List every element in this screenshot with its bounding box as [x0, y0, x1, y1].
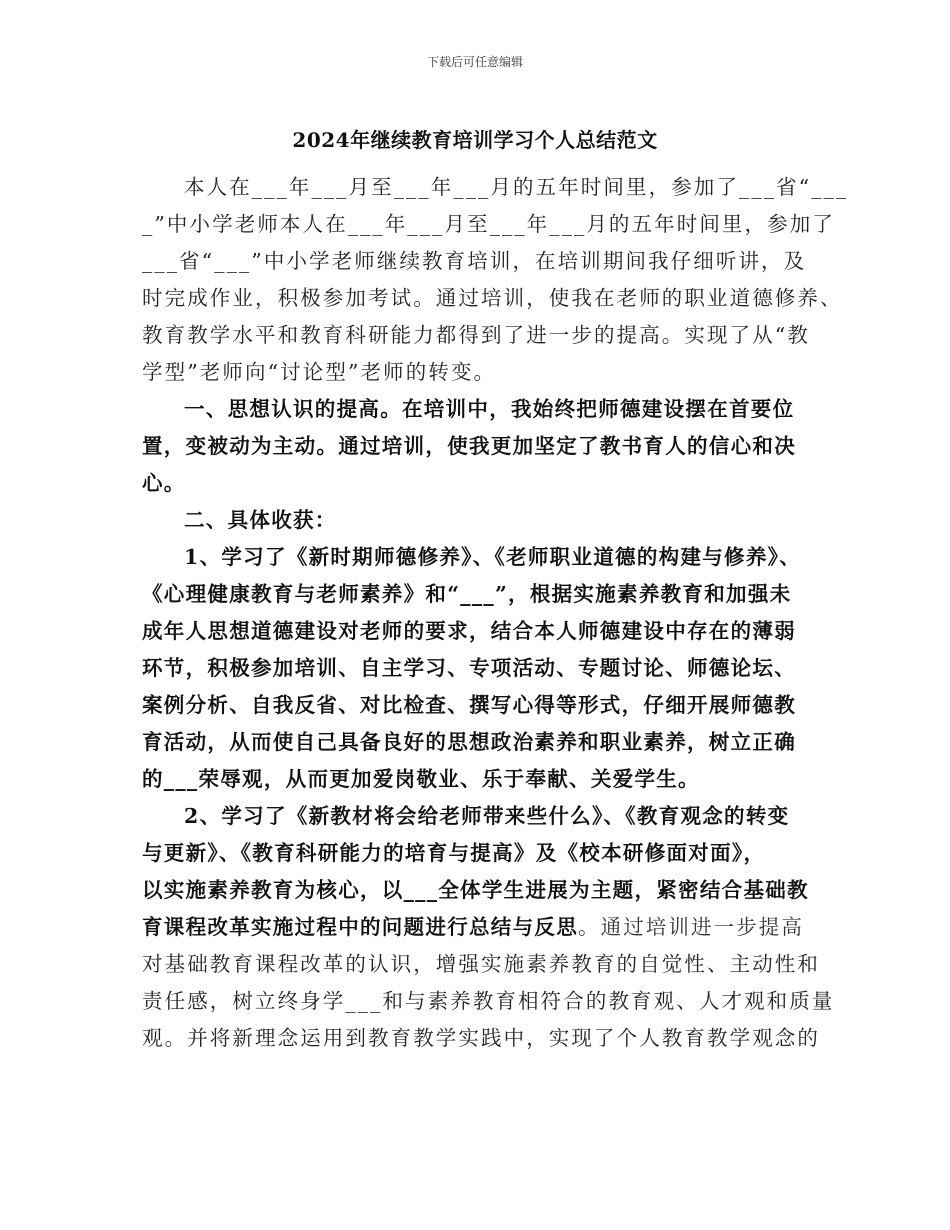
bold-paragraph-line: 《心理健康教育与老师素养》和“___”，根据实施素养教育和加强未	[142, 582, 792, 606]
bold-paragraph-line: 的___荣辱观，从而更加爱岗敬业、乐于奉献、关爱学生。	[142, 767, 700, 791]
paragraph-line: _”中小学老师本人在___年___月至___年___月的五年时间里，参加了	[142, 212, 835, 236]
bold-paragraph-line: 2、学习了《新教材将会给老师带来些什么》、《教育观念的转变	[184, 804, 790, 828]
paragraph-line: 对基础教育课程改革的认识，增强实施素养教育的自觉性、主动性和	[142, 952, 820, 976]
bold-paragraph-line: 环节，积极参加培训、自主学习、专项活动、专题讨论、师德论坛、	[142, 656, 796, 680]
document-title: 2024年继续教育培训学习个人总结范文	[292, 128, 658, 152]
normal-segment: 。通过培训进一步提高	[578, 915, 804, 939]
paragraph-line: 责任感，树立终身学___和与素养教育相符合的教育观、人才观和质量	[142, 989, 835, 1013]
bold-paragraph-line: 育活动，从而使自己具备良好的思想政治素养和职业素养，树立正确	[142, 730, 796, 754]
section-heading-line: 心。	[142, 471, 186, 495]
bold-paragraph-line: 1、学习了《新时期师德修养》、《老师职业道德的构建与修养》、	[184, 545, 802, 569]
section-heading-line: 二、具体收获：	[184, 508, 337, 532]
bold-segment: 育课程改革实施过程中的问题进行总结与反思	[142, 915, 578, 939]
bold-paragraph-line: 案例分析、自我反省、对比检查、撰写心得等形式，仔细开展师德教	[142, 693, 796, 717]
document-body	[142, 171, 849, 1059]
paragraph-line: ___省“___”中小学老师继续教育培训，在培训期间我仔细听讲，及	[142, 249, 807, 273]
bold-paragraph-line: 成年人思想道德建设对老师的要求，结合本人师德建设中存在的薄弱	[142, 619, 796, 643]
section-heading-line: 置，变被动为主动。通过培训，使我更加坚定了教书育人的信心和决	[142, 434, 796, 458]
paragraph-line: 观。并将新理念运用到教育教学实践中，实现了个人教育教学观念的	[142, 1026, 820, 1050]
paragraph-line: 教育教学水平和教育科研能力都得到了进一步的提高。实现了从“教	[142, 323, 810, 347]
section-heading-line: 一、思想认识的提高。在培训中，我始终把师德建设摆在首要位	[184, 397, 795, 421]
page-header-note: 下载后可任意编辑	[426, 55, 523, 69]
paragraph-line: 学型”老师向“讨论型”老师的转变。	[142, 360, 497, 384]
bold-paragraph-line: 与更新》、《教育科研能力的培育与提高》及《校本研修面对面》，	[142, 841, 766, 865]
mixed-paragraph-line	[142, 911, 812, 948]
paragraph-line: 时完成作业，积极参加考试。通过培训，使我在老师的职业道德修养、	[142, 286, 843, 310]
paragraph-line: 本人在___年___月至___年___月的五年时间里，参加了___省“___	[184, 175, 849, 199]
bold-paragraph-line: 以实施素养教育为核心，以___全体学生进展为主题，紧密结合基础教	[142, 878, 809, 902]
